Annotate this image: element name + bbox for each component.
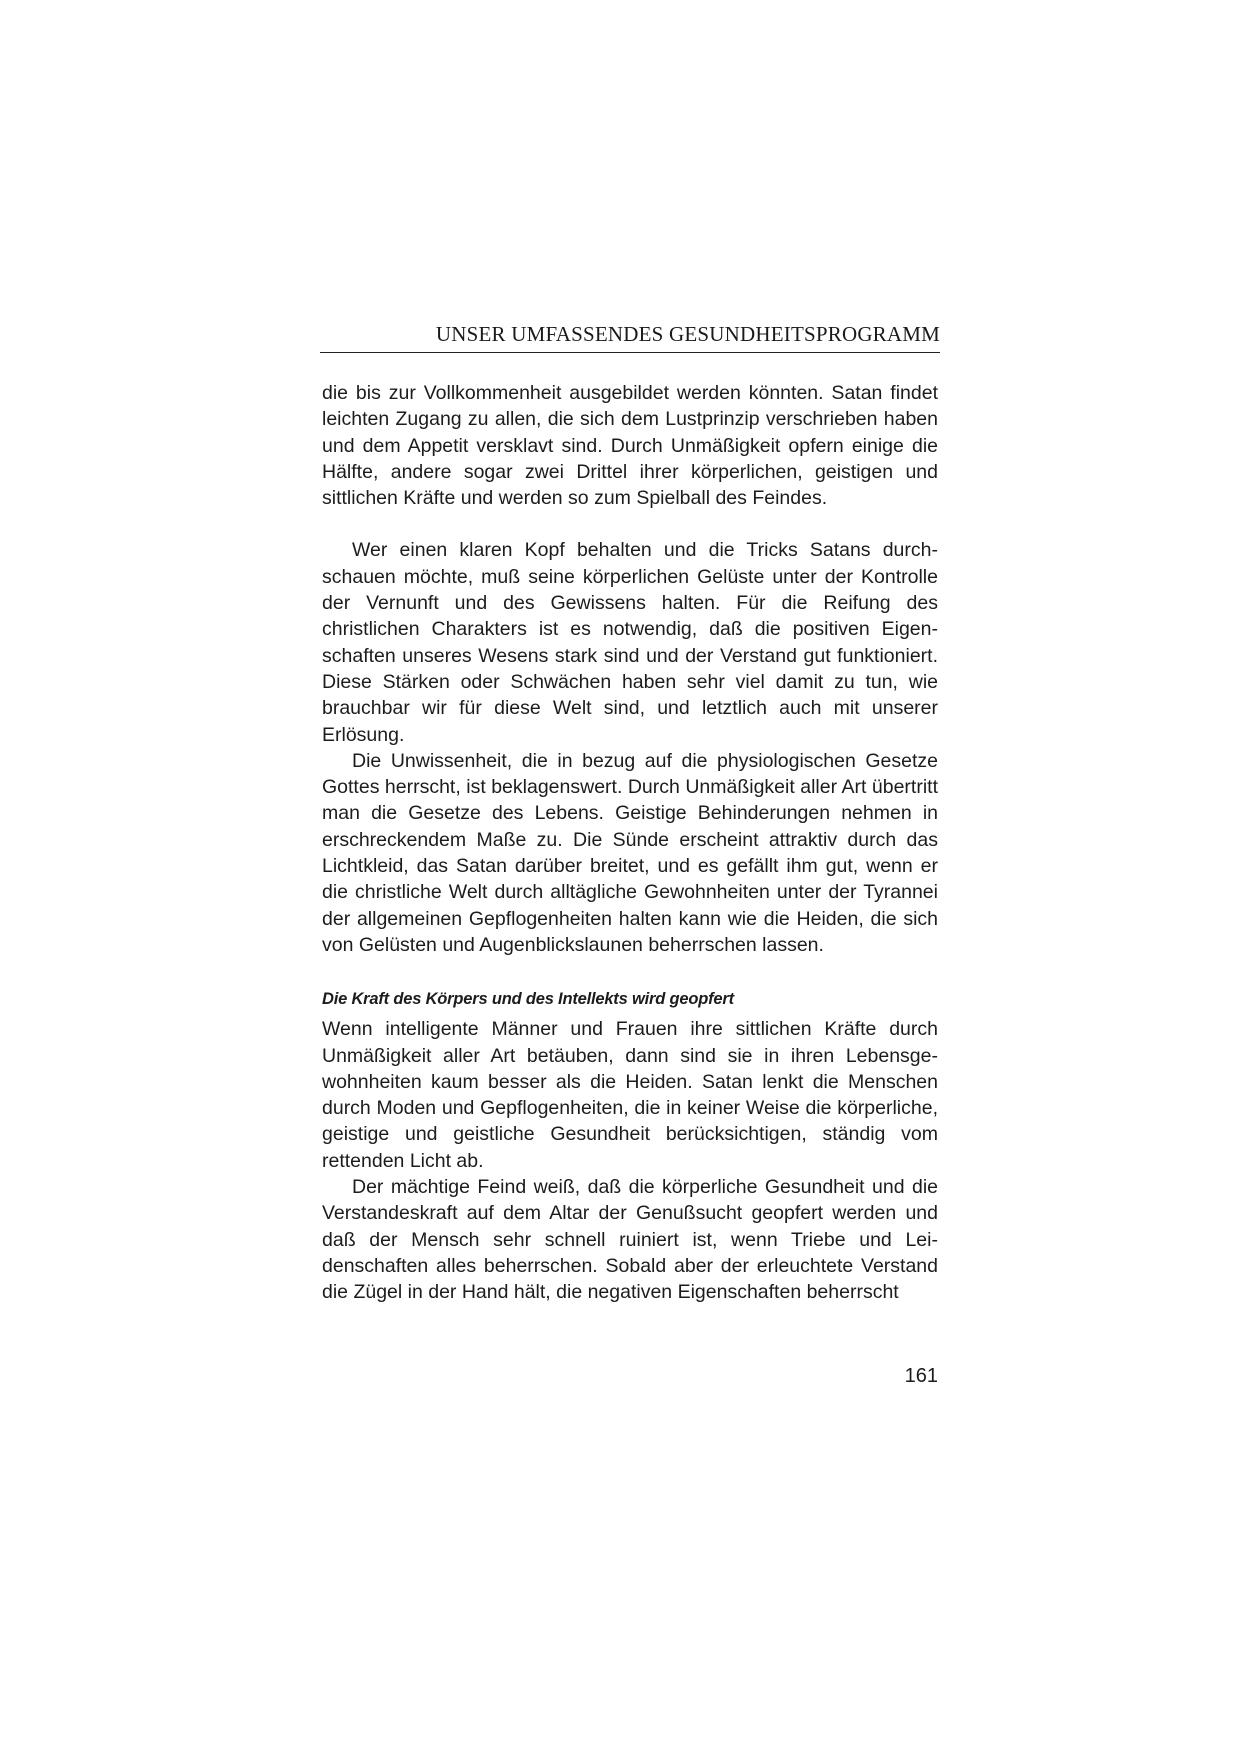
running-head: UNSER UMFASSENDES GESUNDHEITSPROGRAMM <box>435 322 940 346</box>
paragraph-5: Der mächtige Feind weiß, daß die körperliche Gesundheit und die Verstandeskraft auf dem Altar der Genußsucht geopfert werden und daß der Mensch sehr schnell ruiniert ist, wenn Triebe und Leidenschaften alles beherrschen. Sobald aber der erleuchtete Verstand die Zügel in der Hand hält, die negativen Eigenschaften beherrscht <box>322 1176 938 1304</box>
paragraph-1: die bis zur Vollkommenheit ausgebildet werden könnten. Satan findet leichten Zugang zu allen, die sich dem Lustprinzip verschrieben haben und dem Appetit versklavt sind. Durch Unmäßigkeit opfern einige die Hälfte, andere sogar zwei Drittel ihrer körperlichen, geistigen und sittlichen Kräfte und werden so zum Spielball des Feindes. <box>322 382 938 510</box>
paragraph-2: Wer einen klaren Kopf behalten und die Tricks Satans durchschauen möchte, muß seine körperlichen Gelüste unter der Kontrolle der Vernunft und des Gewissens halten. Für die Reifung des christlichen Charakters ist es notwendig, daß die positiven Eigenschaften unseres Wesens stark sind und der Verstand gut funktioniert. Diese Stärken oder Schwächen haben sehr viel damit zu tun, wie brauchbar wir für diese Welt sind, und letztlich auch mit unserer Erlösung. <box>322 539 938 746</box>
header-rule <box>320 352 940 353</box>
paragraph-4: Wenn intelligente Männer und Frauen ihre sittlichen Kräfte durch Unmäßigkeit aller Art betäuben, dann sind sie in ihren Lebensgewohnheiten kaum besser als die Heiden. Satan lenkt die Menschen durch Moden und Gepflogenheiten, die in keiner Weise die körperliche, geistige und geistliche Gesundheit berücksichtigen, ständig vom rettenden Licht ab. <box>322 1018 938 1172</box>
paragraph-3: Die Unwissenheit, die in bezug auf die physiologischen Gesetze Gottes herrscht, ist beklagenswert. Durch Unmäßigkeit aller Art übertritt man die Gesetze des Lebens. Geistige Behinderungen nehmen in erschreckendem Maße zu. Die Sünde erscheint attraktiv durch das Lichtkleid, das Satan darüber breitet, und es gefällt ihm gut, wenn er die christliche Welt durch alltägliche Gewohnheiten unter der Tyrannei der allgemeinen Gepflogenheiten halten kann wie die Heiden, die sich von Gelüsten und Augenblickslaunen beherrschen lassen. <box>322 749 938 956</box>
body-text <box>322 380 938 1306</box>
page-number: 161 <box>904 1365 938 1387</box>
section-heading: Die Kraft des Körpers und des Intellekts wird geopfert <box>322 990 734 1009</box>
